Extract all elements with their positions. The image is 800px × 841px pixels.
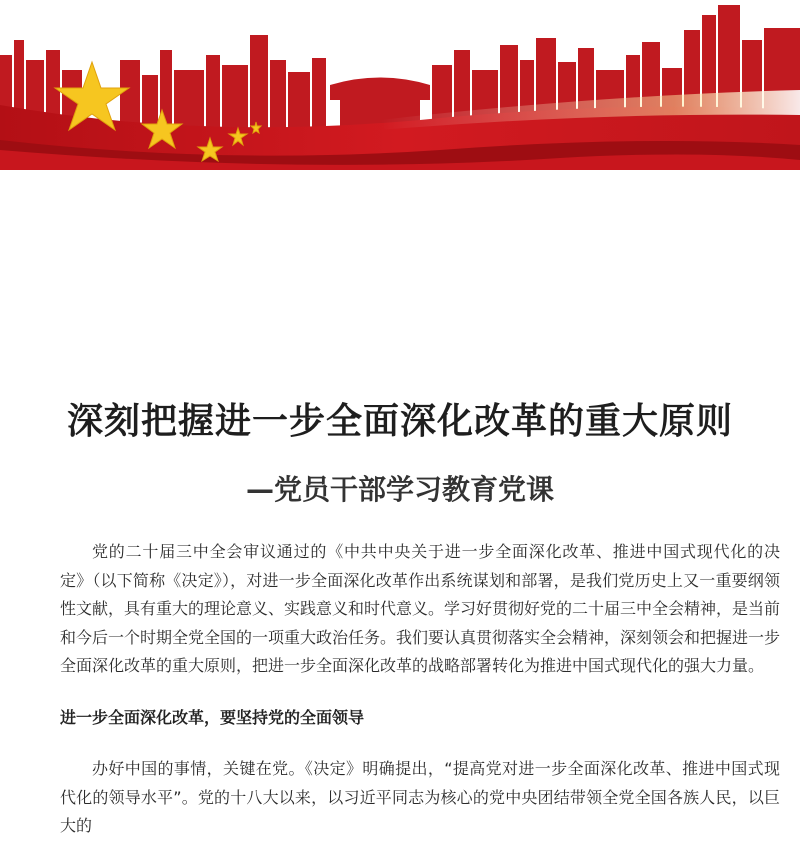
city-skyline	[0, 0, 800, 185]
page-subtitle: —党员干部学习教育党课	[245, 473, 554, 506]
body-paragraph: 党的二十届三中全会审议通过的《中共中央关于进一步全面深化改革、推进中国式现代化的决定》（以下简称《决定》），对进一步全面深化改革作出系统谋划和部署，是我们党历史上又一重要纲领性文献，具有重大的理论意义、实践意义和时代意义。学习好贯彻好党的二十届三中全会精神，是当前和今后一个时期全党全国的一项重大政治任务。我们要认真贯彻落实全会精神，深刻领会和把握进一步全面深化改革的重大原则，把进一步全面深化改革的战略部署转化为推进中国式现代化的强大力量。	[60, 542, 781, 675]
header-banner	[0, 0, 800, 185]
body-paragraph: 办好中国的事情，关键在党。《决定》明确提出，“提高党对进一步全面深化改革、推进中国式现代化的领导水平”。党的十八大以来，以习近平同志为核心的党中央团结带领全党全国各族人民，以巨大的	[60, 759, 780, 835]
section-heading: 进一步全面深化改革，要坚持党的全面领导	[60, 708, 365, 727]
page-title: 深刻把握进一步全面深化改革的重大原则	[66, 401, 733, 442]
